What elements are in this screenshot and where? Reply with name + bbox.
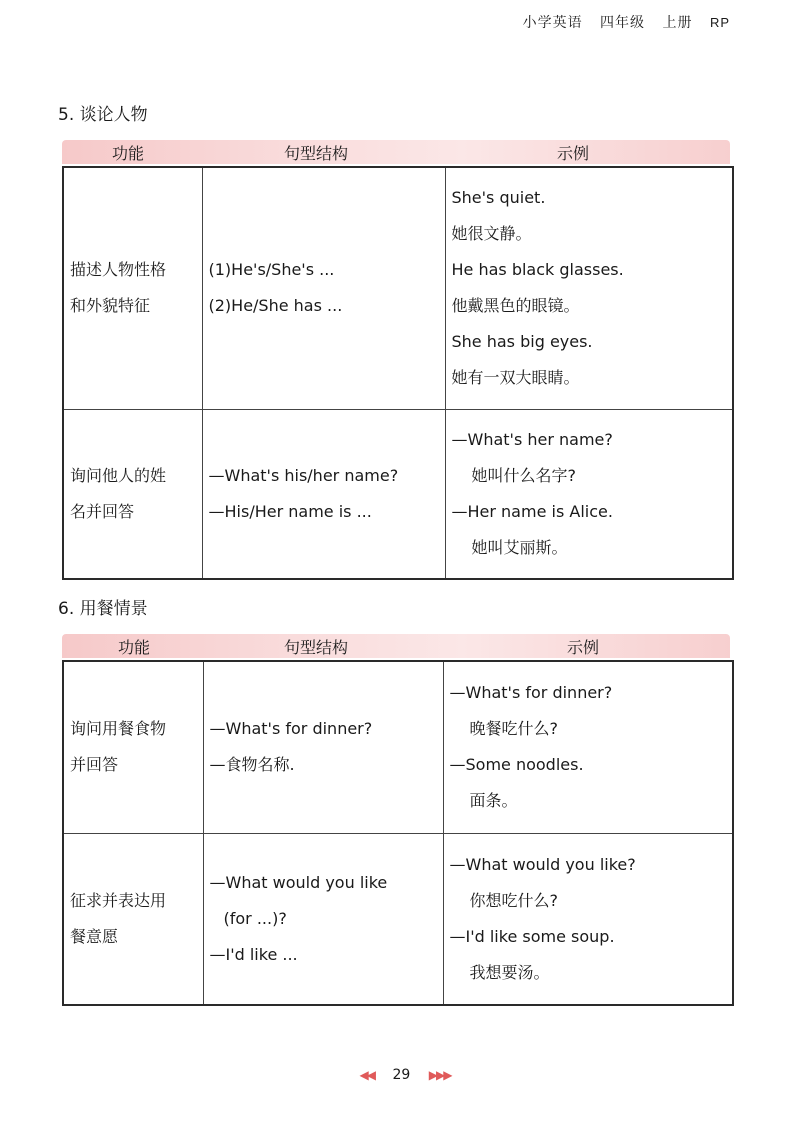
structure-text: —I'd like ... bbox=[209, 944, 298, 964]
example-en: —What would you like? bbox=[449, 854, 636, 874]
example-cell bbox=[443, 833, 733, 1005]
structure-text: —What would you like bbox=[209, 872, 388, 892]
section5-col-structure: 句型结构 bbox=[284, 144, 349, 163]
example-zh: 面条。 bbox=[469, 791, 518, 811]
page-footer bbox=[340, 1067, 470, 1083]
prev-arrows-icon: ◀◀ bbox=[359, 1068, 375, 1082]
function-text: 和外貌特征 bbox=[70, 296, 151, 316]
function-text: 餐意愿 bbox=[70, 926, 119, 946]
example-zh: 她叫什么名字? bbox=[471, 465, 576, 485]
section6-title: 6. 用餐情景 bbox=[58, 599, 148, 619]
structure-cell bbox=[203, 661, 443, 833]
section6-table-header bbox=[62, 634, 730, 658]
structure-text: —What's his/her name? bbox=[208, 465, 399, 485]
structure-text: —What's for dinner? bbox=[209, 719, 373, 739]
structure-text: (2)He/She has ... bbox=[208, 296, 343, 316]
section5-title: 5. 谈论人物 bbox=[58, 105, 148, 125]
structure-cell bbox=[203, 833, 443, 1005]
structure-cell bbox=[202, 409, 445, 579]
structure-text: —食物名称. bbox=[209, 755, 295, 775]
next-arrows-icon: ▶▶▶ bbox=[428, 1068, 451, 1082]
section5-col-function: 功能 bbox=[112, 144, 145, 163]
example-zh: 你想吃什么? bbox=[469, 890, 558, 910]
section5-table bbox=[62, 166, 734, 580]
structure-text: (1)He's/She's ... bbox=[208, 260, 335, 280]
example-en: She's quiet. bbox=[451, 188, 546, 208]
example-zh: 她有一双大眼睛。 bbox=[451, 368, 580, 388]
section5-table-header bbox=[62, 140, 730, 164]
example-zh: 他戴黑色的眼镜。 bbox=[451, 296, 580, 316]
table-row bbox=[63, 167, 733, 409]
example-cell bbox=[445, 167, 733, 409]
section6-col-function: 功能 bbox=[118, 638, 151, 657]
header-subject: 小学英语 bbox=[522, 15, 583, 31]
example-zh: 我想要汤。 bbox=[469, 962, 550, 982]
structure-cell bbox=[202, 167, 445, 409]
example-en: —Some noodles. bbox=[449, 755, 584, 775]
example-cell bbox=[443, 661, 733, 833]
function-cell bbox=[63, 409, 202, 579]
header-volume: 上册 bbox=[662, 15, 693, 31]
example-cell bbox=[445, 409, 733, 579]
table-row bbox=[63, 409, 733, 579]
section6-col-example: 示例 bbox=[567, 638, 600, 657]
function-text: 描述人物性格 bbox=[70, 260, 167, 280]
function-text: 名并回答 bbox=[70, 501, 135, 521]
function-cell bbox=[63, 661, 203, 833]
table-row bbox=[63, 833, 733, 1005]
example-en: —Her name is Alice. bbox=[451, 501, 613, 521]
function-text: 询问用餐食物 bbox=[70, 719, 167, 739]
page-number: 29 bbox=[392, 1067, 411, 1083]
example-en: He has black glasses. bbox=[451, 260, 624, 280]
header-publisher: RP bbox=[709, 15, 730, 30]
section5-col-example: 示例 bbox=[557, 144, 590, 163]
example-zh: 晚餐吃什么? bbox=[469, 719, 558, 739]
function-cell bbox=[63, 833, 203, 1005]
section6-col-structure: 句型结构 bbox=[284, 638, 349, 657]
function-text: 征求并表达用 bbox=[70, 890, 167, 910]
function-text: 询问他人的姓 bbox=[70, 465, 167, 485]
structure-text: (for ...)? bbox=[223, 908, 287, 928]
header-grade: 四年级 bbox=[600, 15, 646, 31]
example-zh: 她很文静。 bbox=[451, 224, 532, 244]
section6-table bbox=[62, 660, 734, 1006]
example-zh: 她叫艾丽斯。 bbox=[471, 537, 568, 557]
function-cell bbox=[63, 167, 202, 409]
table-row bbox=[63, 661, 733, 833]
structure-text: —His/Her name is ... bbox=[208, 501, 372, 521]
function-text: 并回答 bbox=[70, 755, 119, 775]
example-en: —What's her name? bbox=[451, 429, 613, 449]
example-en: She has big eyes. bbox=[451, 332, 593, 352]
example-en: —What's for dinner? bbox=[449, 683, 613, 703]
running-header bbox=[511, 12, 730, 32]
example-en: —I'd like some soup. bbox=[449, 926, 615, 946]
